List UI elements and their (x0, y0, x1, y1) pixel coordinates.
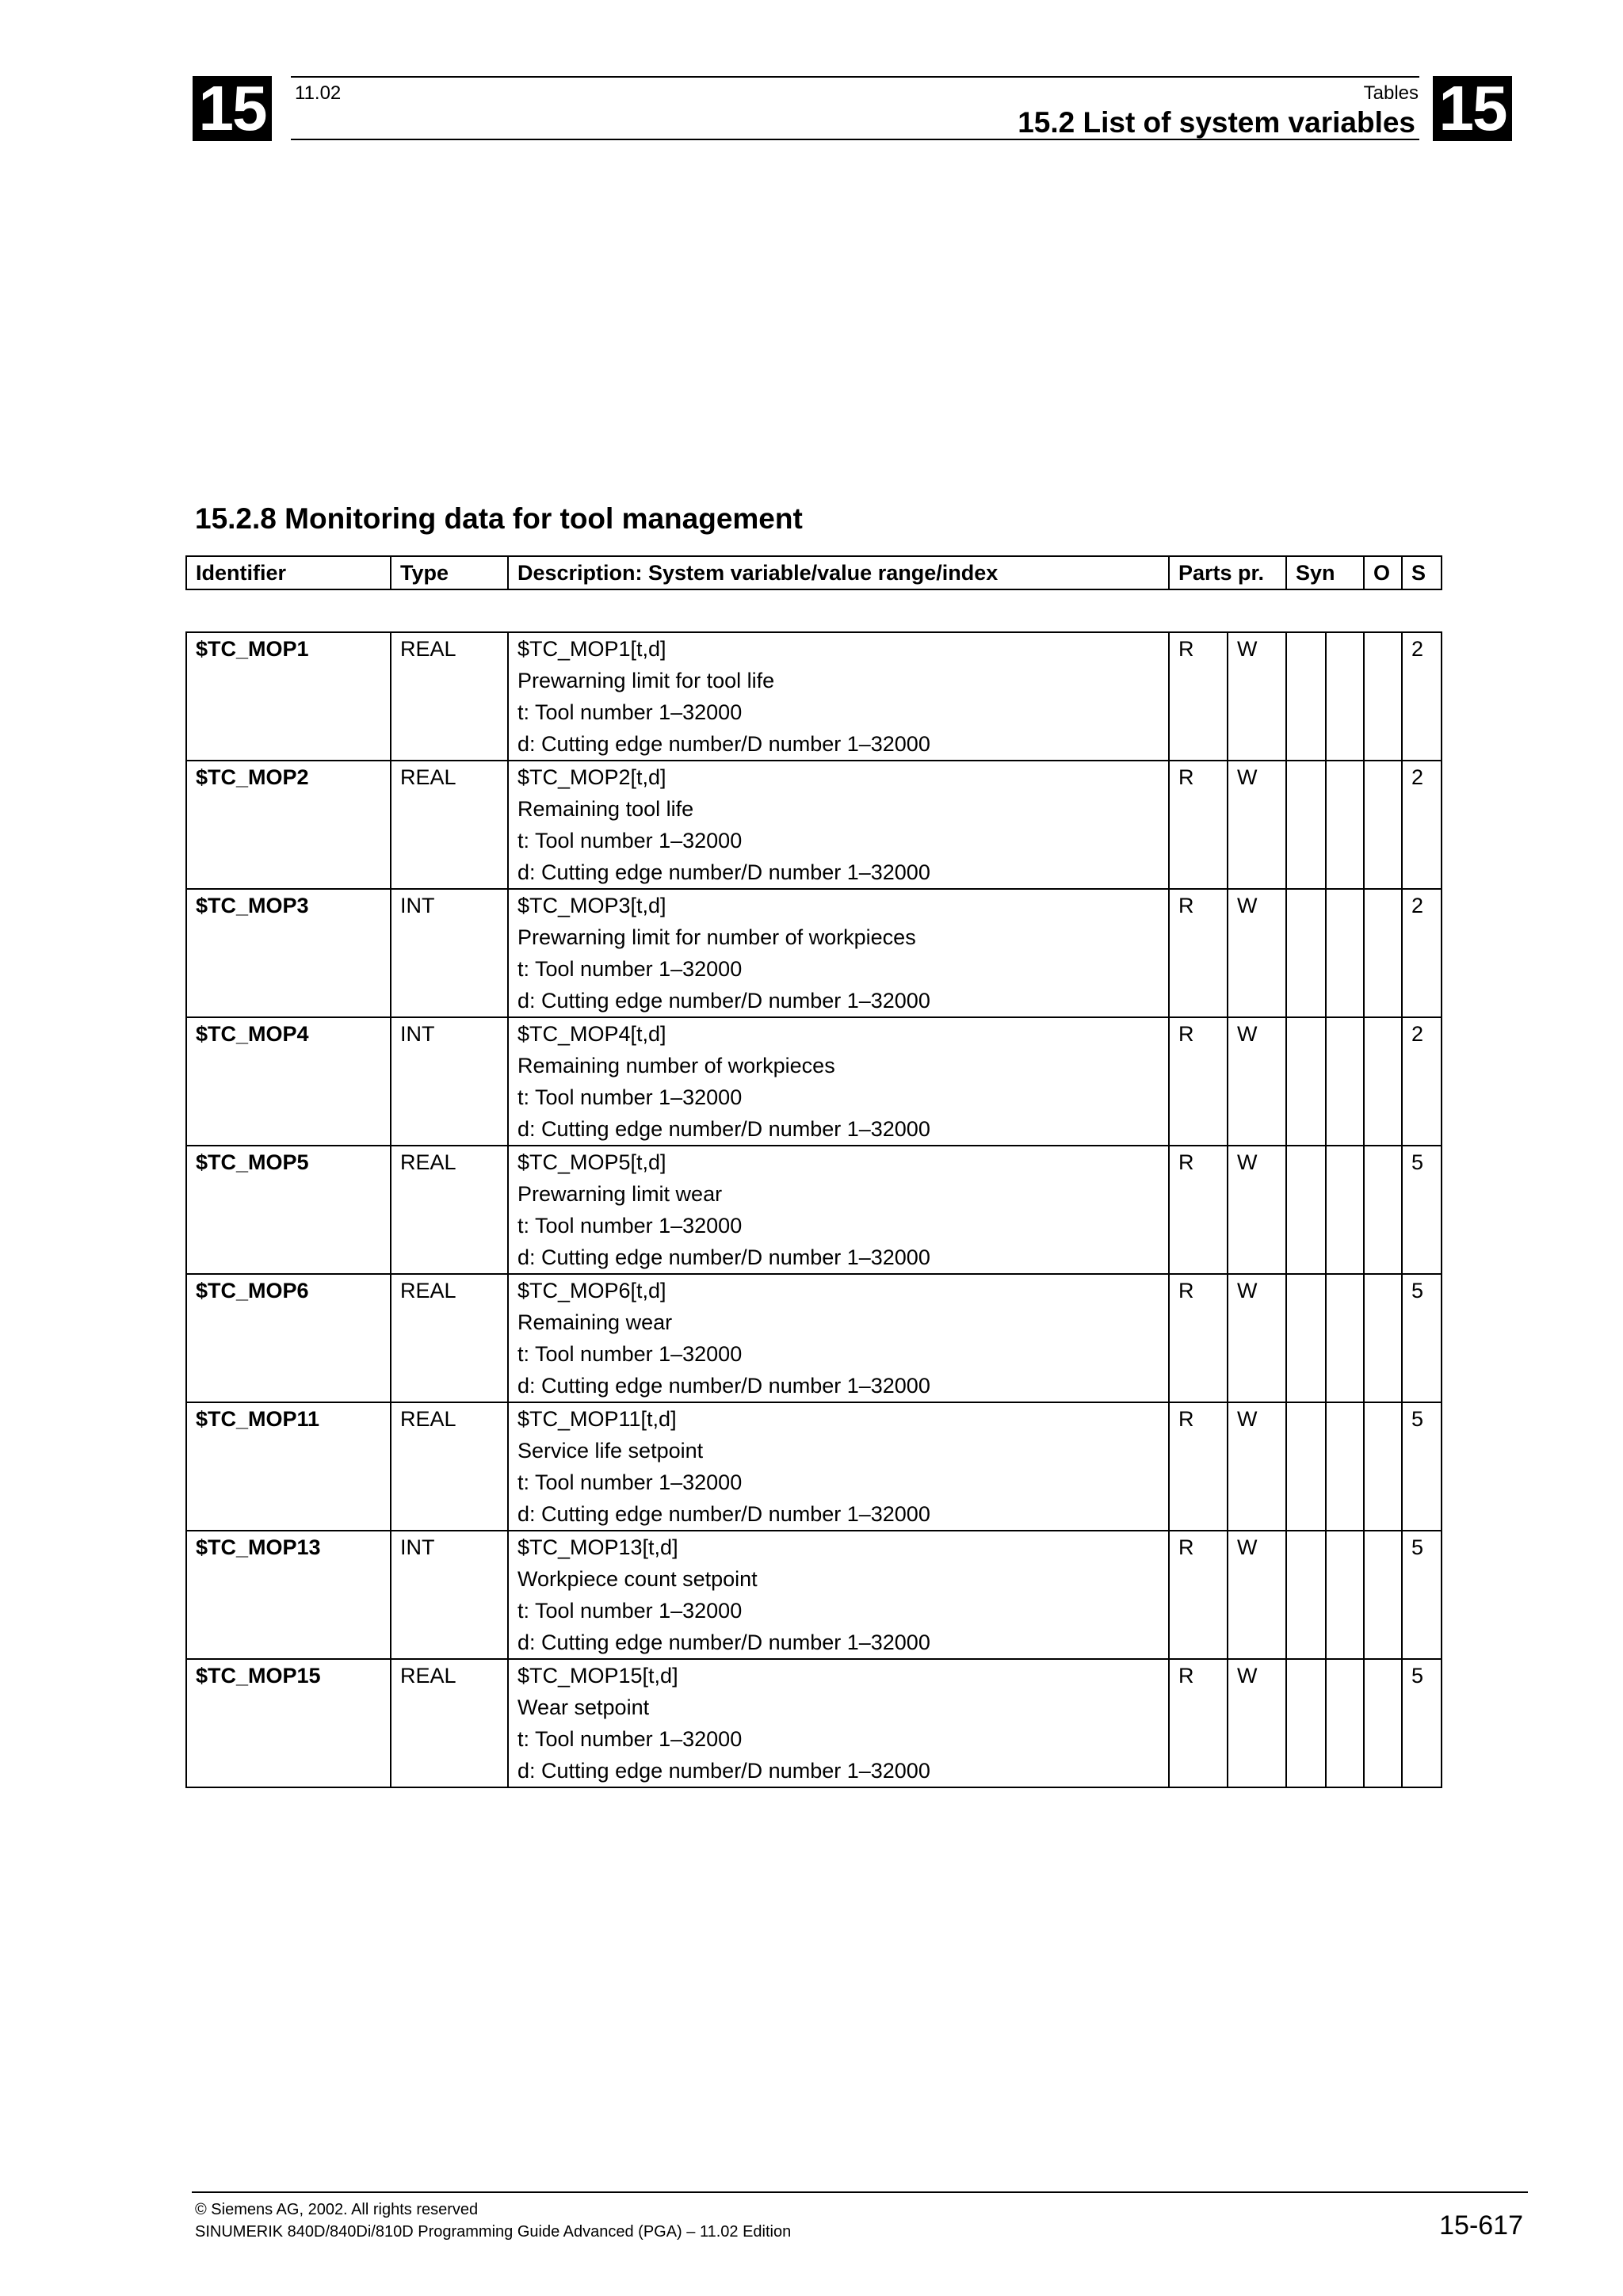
description-line: t: Tool number 1–32000 (517, 1214, 743, 1238)
cell-syn-a (1286, 1017, 1326, 1146)
col-identifier: Identifier (186, 556, 391, 589)
description-line: $TC_MOP2[t,d] (517, 765, 666, 789)
description-line: Workpiece count setpoint (517, 1567, 758, 1591)
cell-read: R (1169, 1531, 1228, 1659)
cell-identifier: $TC_MOP11 (186, 1402, 391, 1531)
cell-type: REAL (391, 1146, 508, 1274)
cell-o (1364, 1146, 1402, 1274)
description-line: Prewarning limit for tool life (517, 669, 775, 692)
cell-identifier: $TC_MOP3 (186, 889, 391, 1017)
table-row (186, 1531, 1442, 1659)
cell-syn-a (1286, 889, 1326, 1017)
description-line: $TC_MOP6[t,d] (517, 1279, 666, 1302)
cell-type: REAL (391, 1402, 508, 1531)
column-header-row (186, 556, 1442, 589)
cell-s: 5 (1402, 1659, 1442, 1787)
description-line: d: Cutting edge number/D number 1–32000 (517, 732, 930, 756)
description-line: Remaining wear (517, 1310, 673, 1334)
header-rule-top (291, 76, 1419, 78)
cell-o (1364, 1659, 1402, 1787)
cell-syn-b (1326, 889, 1364, 1017)
description-line: d: Cutting edge number/D number 1–32000 (517, 1245, 930, 1269)
description-line: t: Tool number 1–32000 (517, 700, 743, 724)
cell-o (1364, 1531, 1402, 1659)
cell-s: 5 (1402, 1531, 1442, 1659)
cell-description (508, 1659, 1169, 1787)
cell-syn-a (1286, 632, 1326, 761)
column-header-table (185, 555, 1442, 590)
cell-description (508, 1146, 1169, 1274)
cell-syn-b (1326, 761, 1364, 889)
cell-write: W (1228, 1402, 1286, 1531)
cell-identifier: $TC_MOP2 (186, 761, 391, 889)
description-line: d: Cutting edge number/D number 1–32000 (517, 1374, 930, 1398)
cell-read: R (1169, 632, 1228, 761)
cell-syn-b (1326, 1531, 1364, 1659)
cell-type: REAL (391, 632, 508, 761)
description-line: Prewarning limit wear (517, 1182, 723, 1206)
col-type: Type (391, 556, 508, 589)
table-row (186, 1146, 1442, 1274)
description-line: Remaining tool life (517, 797, 694, 821)
description-line: $TC_MOP15[t,d] (517, 1664, 678, 1688)
cell-description (508, 889, 1169, 1017)
cell-read: R (1169, 1274, 1228, 1402)
cell-o (1364, 1402, 1402, 1531)
cell-description (508, 1531, 1169, 1659)
cell-syn-b (1326, 1017, 1364, 1146)
cell-s: 2 (1402, 1017, 1442, 1146)
cell-s: 2 (1402, 761, 1442, 889)
section-heading: 15.2.8 Monitoring data for tool management (195, 502, 803, 535)
cell-o (1364, 632, 1402, 761)
description-line: t: Tool number 1–32000 (517, 1085, 743, 1109)
cell-o (1364, 1274, 1402, 1402)
cell-syn-a (1286, 1531, 1326, 1659)
description-line: d: Cutting edge number/D number 1–32000 (517, 989, 930, 1013)
cell-read: R (1169, 1402, 1228, 1531)
cell-write: W (1228, 1659, 1286, 1787)
description-line: t: Tool number 1–32000 (517, 829, 743, 852)
cell-type: REAL (391, 1659, 508, 1787)
col-description: Description: System variable/value range/index (508, 556, 1169, 589)
description-line: d: Cutting edge number/D number 1–32000 (517, 1759, 930, 1783)
table-row (186, 1659, 1442, 1787)
cell-read: R (1169, 1146, 1228, 1274)
cell-read: R (1169, 1017, 1228, 1146)
variables-table (185, 631, 1442, 1788)
header-title: 15.2 List of system variables (1018, 106, 1415, 139)
cell-identifier: $TC_MOP6 (186, 1274, 391, 1402)
cell-description (508, 632, 1169, 761)
cell-description (508, 1274, 1169, 1402)
description-line: Prewarning limit for number of workpieces (517, 925, 916, 949)
cell-identifier: $TC_MOP5 (186, 1146, 391, 1274)
col-parts: Parts pr. (1169, 556, 1286, 589)
description-line: t: Tool number 1–32000 (517, 1599, 743, 1623)
cell-o (1364, 761, 1402, 889)
cell-o (1364, 1017, 1402, 1146)
cell-write: W (1228, 1274, 1286, 1402)
description-line: $TC_MOP3[t,d] (517, 894, 666, 917)
cell-syn-b (1326, 1659, 1364, 1787)
cell-s: 5 (1402, 1146, 1442, 1274)
description-line: t: Tool number 1–32000 (517, 1470, 743, 1494)
table-row (186, 1274, 1442, 1402)
description-line: t: Tool number 1–32000 (517, 1727, 743, 1751)
description-line: t: Tool number 1–32000 (517, 1342, 743, 1366)
header-date: 11.02 (295, 82, 342, 104)
cell-s: 2 (1402, 632, 1442, 761)
cell-syn-b (1326, 632, 1364, 761)
description-line: $TC_MOP4[t,d] (517, 1022, 666, 1046)
cell-syn-a (1286, 1402, 1326, 1531)
cell-syn-a (1286, 1659, 1326, 1787)
cell-write: W (1228, 1531, 1286, 1659)
footer-rule (192, 2191, 1528, 2193)
cell-type: INT (391, 1017, 508, 1146)
cell-write: W (1228, 1017, 1286, 1146)
footer-copyright: © Siemens AG, 2002. All rights reserved (195, 2201, 479, 2218)
description-line: d: Cutting edge number/D number 1–32000 (517, 1502, 930, 1526)
cell-write: W (1228, 761, 1286, 889)
page-number: 15-617 (1439, 2210, 1523, 2241)
description-line: t: Tool number 1–32000 (517, 957, 743, 981)
cell-identifier: $TC_MOP1 (186, 632, 391, 761)
description-line: d: Cutting edge number/D number 1–32000 (517, 1117, 930, 1141)
col-syn: Syn (1286, 556, 1364, 589)
cell-read: R (1169, 761, 1228, 889)
cell-o (1364, 889, 1402, 1017)
cell-type: REAL (391, 761, 508, 889)
cell-read: R (1169, 1659, 1228, 1787)
cell-s: 2 (1402, 889, 1442, 1017)
col-s: S (1402, 556, 1442, 589)
cell-syn-a (1286, 1274, 1326, 1402)
footer-product: SINUMERIK 840D/840Di/810D Programming Guide Advanced (PGA) – 11.02 Edition (195, 2223, 792, 2241)
table-row (186, 632, 1442, 761)
cell-read: R (1169, 889, 1228, 1017)
cell-syn-b (1326, 1146, 1364, 1274)
description-line: $TC_MOP13[t,d] (517, 1535, 678, 1559)
cell-type: REAL (391, 1274, 508, 1402)
description-line: Service life setpoint (517, 1439, 704, 1463)
description-line: $TC_MOP5[t,d] (517, 1150, 666, 1174)
header-section-label: Tables (1363, 82, 1419, 104)
table-row (186, 1017, 1442, 1146)
chapter-number-left: 15 (193, 76, 272, 141)
description-line: Remaining number of workpieces (517, 1054, 835, 1077)
cell-s: 5 (1402, 1274, 1442, 1402)
chapter-number-right: 15 (1433, 76, 1512, 141)
col-o: O (1364, 556, 1402, 589)
description-line: d: Cutting edge number/D number 1–32000 (517, 1630, 930, 1654)
cell-syn-a (1286, 761, 1326, 889)
cell-type: INT (391, 889, 508, 1017)
cell-identifier: $TC_MOP13 (186, 1531, 391, 1659)
table-row (186, 889, 1442, 1017)
description-line: $TC_MOP11[t,d] (517, 1407, 677, 1431)
table-row (186, 761, 1442, 889)
cell-description (508, 1402, 1169, 1531)
cell-write: W (1228, 632, 1286, 761)
cell-syn-b (1326, 1274, 1364, 1402)
cell-syn-a (1286, 1146, 1326, 1274)
cell-s: 5 (1402, 1402, 1442, 1531)
cell-write: W (1228, 1146, 1286, 1274)
cell-type: INT (391, 1531, 508, 1659)
description-line: Wear setpoint (517, 1695, 650, 1719)
cell-identifier: $TC_MOP15 (186, 1659, 391, 1787)
cell-write: W (1228, 889, 1286, 1017)
cell-syn-b (1326, 1402, 1364, 1531)
cell-description (508, 1017, 1169, 1146)
cell-description (508, 761, 1169, 889)
description-line: $TC_MOP1[t,d] (517, 637, 666, 661)
description-line: d: Cutting edge number/D number 1–32000 (517, 860, 930, 884)
table-row (186, 1402, 1442, 1531)
cell-identifier: $TC_MOP4 (186, 1017, 391, 1146)
